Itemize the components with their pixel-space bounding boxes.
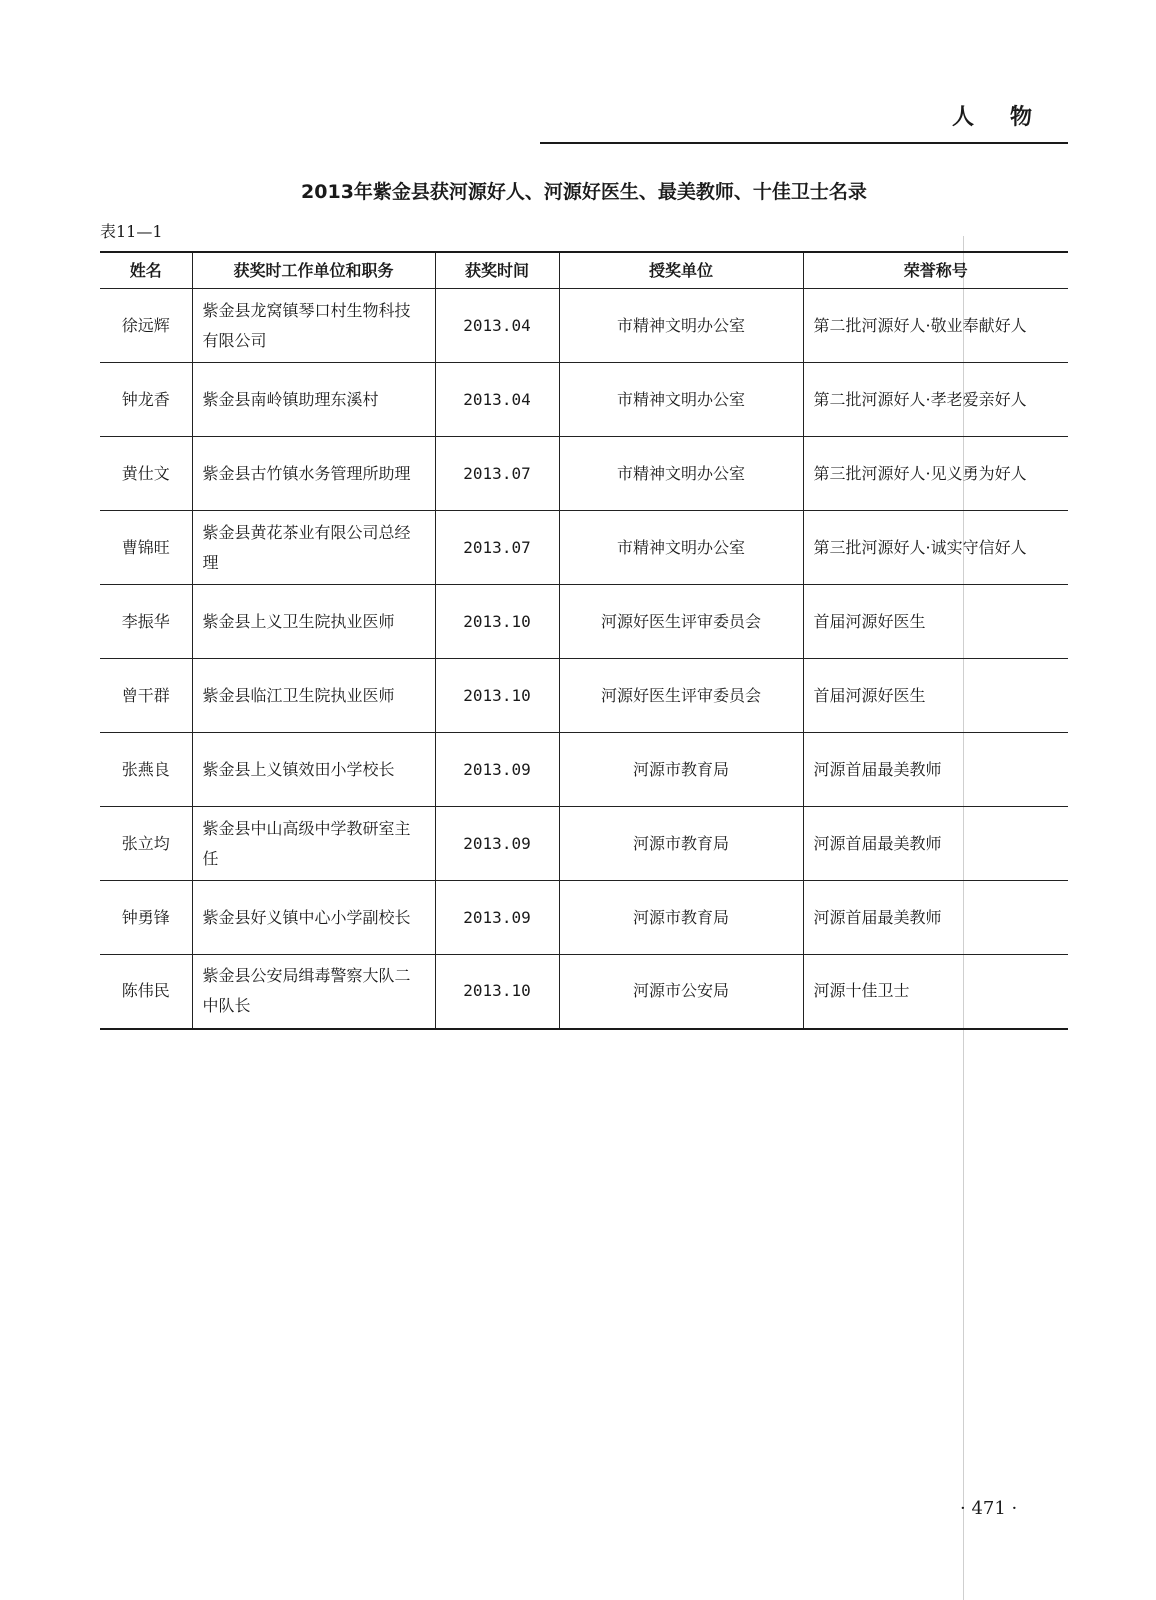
table-row: [100, 955, 1068, 1029]
table-row: [100, 511, 1068, 585]
cell-org: 市精神文明办公室: [559, 289, 803, 363]
cell-org: 市精神文明办公室: [559, 511, 803, 585]
header-org: 授奖单位: [559, 252, 803, 289]
cell-honor: 首届河源好医生: [803, 659, 1068, 733]
cell-unit: 紫金县中山高级中学教研室主任: [192, 807, 435, 881]
cell-unit: 紫金县南岭镇助理东溪村: [192, 363, 435, 437]
cell-unit: 紫金县公安局缉毒警察大队二中队长: [192, 955, 435, 1029]
table-row: [100, 363, 1068, 437]
cell-honor: 第二批河源好人·敬业奉献好人: [803, 289, 1068, 363]
header-name: 姓名: [100, 252, 192, 289]
cell-date: 2013.09: [435, 733, 559, 807]
cell-name: 钟龙香: [100, 363, 192, 437]
table-row: [100, 881, 1068, 955]
cell-name: 陈伟民: [100, 955, 192, 1029]
table-row: [100, 659, 1068, 733]
cell-unit: 紫金县黄花茶业有限公司总经理: [192, 511, 435, 585]
table-row: [100, 437, 1068, 511]
cell-org: 市精神文明办公室: [559, 437, 803, 511]
cell-date: 2013.07: [435, 437, 559, 511]
header-date: 获奖时间: [435, 252, 559, 289]
cell-date: 2013.09: [435, 881, 559, 955]
cell-name: 钟勇锋: [100, 881, 192, 955]
page-number: · 471 ·: [960, 1498, 1018, 1519]
cell-honor: 河源十佳卫士: [803, 955, 1068, 1029]
cell-unit: 紫金县上义卫生院执业医师: [192, 585, 435, 659]
cell-date: 2013.10: [435, 585, 559, 659]
cell-unit: 紫金县龙窝镇琴口村生物科技有限公司: [192, 289, 435, 363]
cell-name: 张立均: [100, 807, 192, 881]
cell-org: 河源市教育局: [559, 881, 803, 955]
cell-org: 河源市教育局: [559, 807, 803, 881]
cell-date: 2013.07: [435, 511, 559, 585]
cell-unit: 紫金县上义镇效田小学校长: [192, 733, 435, 807]
cell-unit: 紫金县好义镇中心小学副校长: [192, 881, 435, 955]
table-header-row: [100, 252, 1068, 289]
cell-name: 徐远辉: [100, 289, 192, 363]
cell-name: 黄仕文: [100, 437, 192, 511]
cell-date: 2013.04: [435, 363, 559, 437]
cell-honor: 首届河源好医生: [803, 585, 1068, 659]
cell-honor: 河源首届最美教师: [803, 881, 1068, 955]
header-unit: 获奖时工作单位和职务: [192, 252, 435, 289]
honor-records-table: [100, 251, 1068, 1030]
cell-name: 曾干群: [100, 659, 192, 733]
table-row: [100, 807, 1068, 881]
document-title: 2013年紫金县获河源好人、河源好医生、最美教师、十佳卫士名录: [301, 181, 867, 203]
cell-honor: 第三批河源好人·见义勇为好人: [803, 437, 1068, 511]
cell-org: 河源好医生评审委员会: [559, 585, 803, 659]
table-number: 表11—1: [100, 222, 163, 241]
cell-org: 河源市公安局: [559, 955, 803, 1029]
cell-date: 2013.04: [435, 289, 559, 363]
cell-name: 李振华: [100, 585, 192, 659]
header-rule: [540, 142, 1068, 144]
cell-date: 2013.10: [435, 659, 559, 733]
cell-unit: 紫金县古竹镇水务管理所助理: [192, 437, 435, 511]
table-row: [100, 289, 1068, 363]
cell-date: 2013.10: [435, 955, 559, 1029]
cell-honor: 第二批河源好人·孝老爱亲好人: [803, 363, 1068, 437]
table-row: [100, 733, 1068, 807]
cell-org: 河源市教育局: [559, 733, 803, 807]
cell-name: 张燕良: [100, 733, 192, 807]
cell-unit: 紫金县临江卫生院执业医师: [192, 659, 435, 733]
header-honor: 荣誉称号: [803, 252, 1068, 289]
cell-honor: 河源首届最美教师: [803, 807, 1068, 881]
cell-honor: 第三批河源好人·诚实守信好人: [803, 511, 1068, 585]
cell-name: 曹锦旺: [100, 511, 192, 585]
cell-org: 市精神文明办公室: [559, 363, 803, 437]
section-header: 人物: [952, 105, 1069, 130]
cell-date: 2013.09: [435, 807, 559, 881]
cell-org: 河源好医生评审委员会: [559, 659, 803, 733]
table-row: [100, 585, 1068, 659]
cell-honor: 河源首届最美教师: [803, 733, 1068, 807]
